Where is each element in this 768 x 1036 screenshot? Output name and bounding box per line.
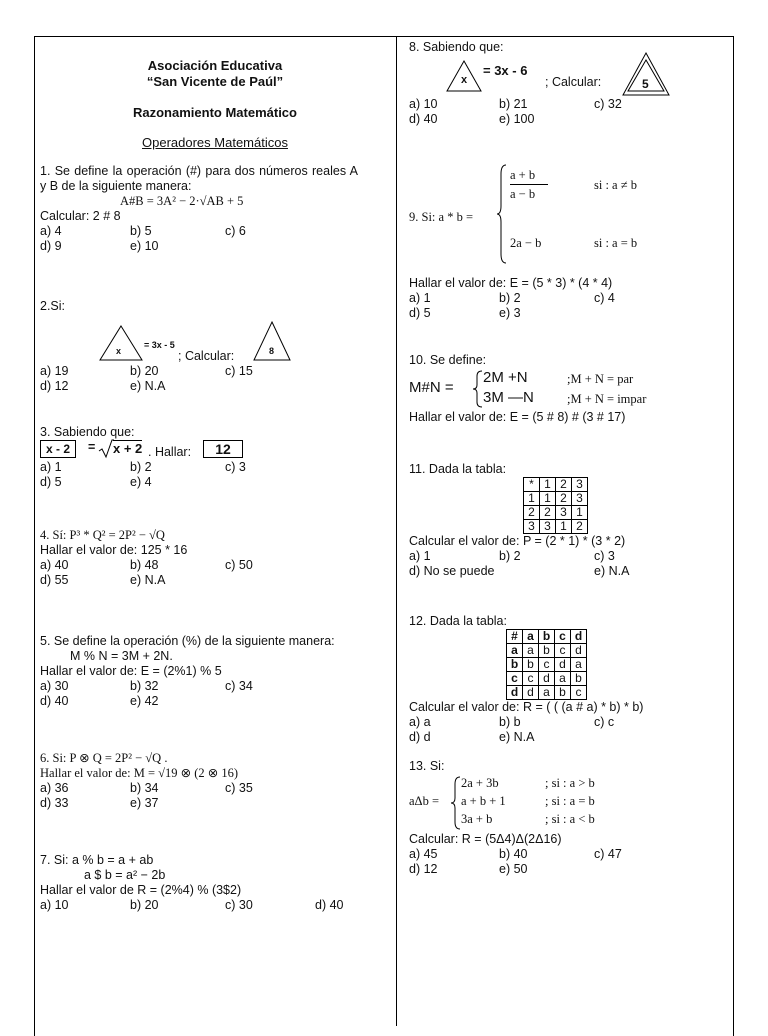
problem-13-intro: 13. Si:	[409, 759, 445, 773]
triangle-value: 5	[642, 77, 649, 91]
case-2: 2a − b	[510, 236, 542, 250]
right-column	[409, 36, 727, 877]
triangle-value: 8	[269, 346, 275, 356]
option: b) 21	[499, 97, 528, 111]
problem-5-ask: Hallar el valor de: E = (2%1) % 5	[40, 664, 222, 678]
problem-4-ask: Hallar el valor de: 125 * 16	[40, 543, 188, 557]
table-cell: 3	[572, 478, 588, 492]
table-cell: #	[507, 630, 523, 644]
table-cell: d	[523, 686, 539, 700]
table-cell: 1	[524, 492, 540, 506]
table-cell: 2	[524, 506, 540, 520]
option: d) No se puede	[409, 564, 495, 578]
option: d) 40	[409, 112, 438, 126]
problem-2-figure	[40, 324, 390, 364]
brace-icon	[473, 370, 483, 408]
operator-box: 12	[203, 440, 243, 458]
brace-icon	[451, 776, 461, 830]
case-2: a + b + 1	[461, 794, 506, 808]
table-row	[507, 630, 587, 644]
option: a) 40	[40, 558, 69, 572]
case-3: 3a + b	[461, 812, 493, 826]
table-row	[507, 658, 587, 672]
table-cell: 1	[540, 478, 556, 492]
option: d) 12	[40, 379, 69, 393]
problem-7-ask: Hallar el valor de R = (2%4) % (3$2)	[40, 883, 242, 897]
table-cell: *	[524, 478, 540, 492]
option: e) 50	[499, 862, 528, 876]
problem-5-formula: M % N = 3M + 2N.	[70, 649, 173, 663]
option: d) 5	[409, 306, 431, 320]
option: b) 2	[130, 460, 152, 474]
option: b) 2	[499, 549, 521, 563]
problem-3-figure	[40, 440, 390, 460]
option: d) 9	[40, 239, 62, 253]
option: c) 35	[225, 781, 253, 795]
option: e) 42	[130, 694, 159, 708]
condition-1: si : a ≠ b	[594, 178, 637, 192]
option: b) 32	[130, 679, 159, 693]
option: a) 45	[409, 847, 438, 861]
topic-title: Operadores Matemáticos	[142, 135, 288, 150]
table-cell: 3	[524, 520, 540, 534]
option: e) N.A	[594, 564, 630, 578]
option: c) 15	[225, 364, 253, 378]
table-cell: 1	[556, 520, 572, 534]
radicand: x + 2	[113, 441, 143, 456]
table-cell: 2	[572, 520, 588, 534]
problem-2-ask: ; Calcular:	[178, 349, 235, 363]
option: a) 1	[40, 460, 62, 474]
option: b) 20	[130, 898, 159, 912]
option: d) d	[409, 730, 431, 744]
problem-8-figure	[409, 55, 727, 97]
table-cell: d	[571, 630, 587, 644]
option: b) 34	[130, 781, 159, 795]
condition-3: ; si : a < b	[545, 812, 595, 826]
problem-5-text: 5. Se define la operación (%) de la siguiente manera:	[40, 634, 335, 648]
org-line-1: Asociación Educativa	[147, 58, 283, 73]
triangle-label: x	[461, 74, 468, 86]
table-cell: a	[555, 672, 571, 686]
problem-1-formula: A#B = 3A² − 2·√AB + 5	[120, 194, 244, 208]
table-cell: c	[523, 672, 539, 686]
problem-3-ask: . Hallar:	[148, 445, 192, 459]
problem-9-ask: Hallar el valor de: E = (5 * 3) * (4 * 4)	[409, 276, 613, 290]
table-cell: b	[539, 630, 555, 644]
table-cell: d	[507, 686, 523, 700]
operation-table	[523, 477, 588, 534]
option: e) 4	[130, 475, 152, 489]
table-cell: c	[555, 630, 571, 644]
table-cell: 1	[540, 492, 556, 506]
problem-2-intro: 2.Si:	[40, 299, 66, 313]
table-cell: 1	[572, 506, 588, 520]
table-row	[524, 506, 588, 520]
course-title: Razonamiento Matemático	[133, 105, 297, 120]
option: e) 3	[499, 306, 521, 320]
option: c) c	[594, 715, 615, 729]
table-row	[524, 478, 588, 492]
table-cell: b	[523, 658, 539, 672]
table-cell: 3	[540, 520, 556, 534]
triangle-equation: = 3x - 5	[144, 340, 175, 350]
condition-2: si : a = b	[594, 236, 638, 250]
table-row	[507, 644, 587, 658]
option: e) 100	[499, 112, 535, 126]
table-cell: c	[539, 658, 555, 672]
option: a) 10	[40, 898, 69, 912]
problem-12-ask: Calcular el valor de: R = ( ( (a # a) * b) * b)	[409, 700, 644, 714]
problem-13-lhs: aΔb =	[409, 794, 440, 808]
problem-4-definition: 4. Sí: P³ * Q² = 2P² − √Q	[40, 528, 165, 542]
triangle-label: x	[116, 346, 122, 356]
problem-8-ask: ; Calcular:	[545, 75, 602, 89]
option: e) N.A	[499, 730, 535, 744]
table-cell: b	[571, 672, 587, 686]
table-cell: a	[539, 686, 555, 700]
option: a) 19	[40, 364, 69, 378]
problem-10-intro: 10. Se define:	[409, 353, 487, 367]
problem-11-ask: Calcular el valor de: P = (2 * 1) * (3 * 2)	[409, 534, 626, 548]
option: b) 20	[130, 364, 159, 378]
option: d) 40	[315, 898, 344, 912]
option: b) 2	[499, 291, 521, 305]
option: e) 37	[130, 796, 159, 810]
problem-10-ask: Hallar el valor de: E = (5 # 8) # (3 # 17)	[409, 410, 626, 424]
column-divider	[396, 36, 397, 1026]
table-cell: a	[571, 658, 587, 672]
table-cell: a	[507, 644, 523, 658]
table-cell: 3	[556, 506, 572, 520]
option: b) 40	[499, 847, 528, 861]
table-cell: c	[507, 672, 523, 686]
table-cell: a	[523, 644, 539, 658]
problem-8-intro: 8. Sabiendo que:	[409, 40, 504, 54]
case-1: 2M +N	[483, 369, 528, 386]
option: b) 48	[130, 558, 159, 572]
option: a) 4	[40, 224, 62, 238]
option: a) a	[409, 715, 431, 729]
problem-13-ask: Calcular: R = (5Δ4)Δ(2Δ16)	[409, 832, 562, 846]
problem-10-lhs: M#N =	[409, 379, 454, 396]
option: c) 3	[594, 549, 615, 563]
problem-7-definition-2: a $ b = a² − 2b	[84, 868, 166, 882]
case-1: 2a + 3b	[461, 776, 499, 790]
brace-icon	[497, 164, 507, 264]
table-cell: d	[571, 644, 587, 658]
option: c) 32	[594, 97, 622, 111]
option: a) 1	[409, 549, 431, 563]
problem-6-definition: 6. Si: P ⊗ Q = 2P² − √Q .	[40, 751, 168, 765]
org-line-2: “San Vicente de Paúl”	[146, 74, 284, 89]
operation-table	[506, 629, 587, 700]
table-cell: a	[523, 630, 539, 644]
condition-2: ;M + N = impar	[567, 392, 647, 406]
option: c) 30	[225, 898, 253, 912]
option: e) N.A	[130, 379, 166, 393]
table-cell: b	[507, 658, 523, 672]
problem-7-definition-1: 7. Si: a % b = a + ab	[40, 853, 154, 867]
option: c) 3	[225, 460, 246, 474]
table-row	[507, 672, 587, 686]
table-cell: 3	[572, 492, 588, 506]
table-row	[524, 492, 588, 506]
case-2: 3M —N	[483, 389, 534, 406]
problem-9-intro: 9. Si: a * b =	[409, 210, 473, 224]
option: c) 6	[225, 224, 246, 238]
table-cell: b	[555, 686, 571, 700]
problem-3-intro: 3. Sabiendo que:	[40, 425, 135, 439]
option: c) 4	[594, 291, 615, 305]
option: e) 10	[130, 239, 159, 253]
table-cell: d	[555, 658, 571, 672]
table-cell: 2	[556, 492, 572, 506]
table-cell: b	[539, 644, 555, 658]
fraction-denominator: a − b	[510, 187, 536, 201]
condition-1: ;M + N = par	[567, 372, 634, 386]
left-column	[40, 36, 390, 913]
problem-1-ask: Calcular: 2 # 8	[40, 209, 121, 223]
option: d) 33	[40, 796, 69, 810]
condition-1: ; si : a > b	[545, 776, 595, 790]
option: d) 55	[40, 573, 69, 587]
table-cell: 2	[540, 506, 556, 520]
fraction-bar	[510, 184, 548, 185]
problem-6-ask: Hallar el valor de: M = √19 ⊗ (2 ⊗ 16)	[40, 766, 239, 780]
problem-9-definition	[409, 160, 727, 270]
option: d) 40	[40, 694, 69, 708]
problem-10-definition	[409, 368, 727, 410]
option: d) 5	[40, 475, 62, 489]
condition-2: ; si : a = b	[545, 794, 595, 808]
option: b) b	[499, 715, 521, 729]
table-cell: 2	[556, 478, 572, 492]
triangle-equation: = 3x - 6	[483, 63, 528, 78]
option: a) 1	[409, 291, 431, 305]
table-cell: c	[555, 644, 571, 658]
operator-box: x - 2	[40, 440, 76, 458]
equals-sign: =	[88, 440, 96, 454]
fraction-numerator: a + b	[510, 168, 536, 182]
option: a) 36	[40, 781, 69, 795]
problem-1-text: 1. Se define la operación (#) para dos números reales A y B de la siguiente manera:	[40, 164, 358, 193]
option: c) 34	[225, 679, 253, 693]
table-cell: c	[571, 686, 587, 700]
option: e) N.A	[130, 573, 166, 587]
problem-12-intro: 12. Dada la tabla:	[409, 614, 507, 628]
option: c) 50	[225, 558, 253, 572]
problem-11-intro: 11. Dada la tabla:	[409, 462, 507, 476]
option: a) 30	[40, 679, 69, 693]
problem-13-definition	[409, 774, 727, 832]
option: b) 5	[130, 224, 152, 238]
option: d) 12	[409, 862, 438, 876]
table-cell: d	[539, 672, 555, 686]
option: a) 10	[409, 97, 438, 111]
table-row	[524, 520, 588, 534]
table-row	[507, 686, 587, 700]
option: c) 47	[594, 847, 622, 861]
radical-icon	[98, 439, 114, 459]
